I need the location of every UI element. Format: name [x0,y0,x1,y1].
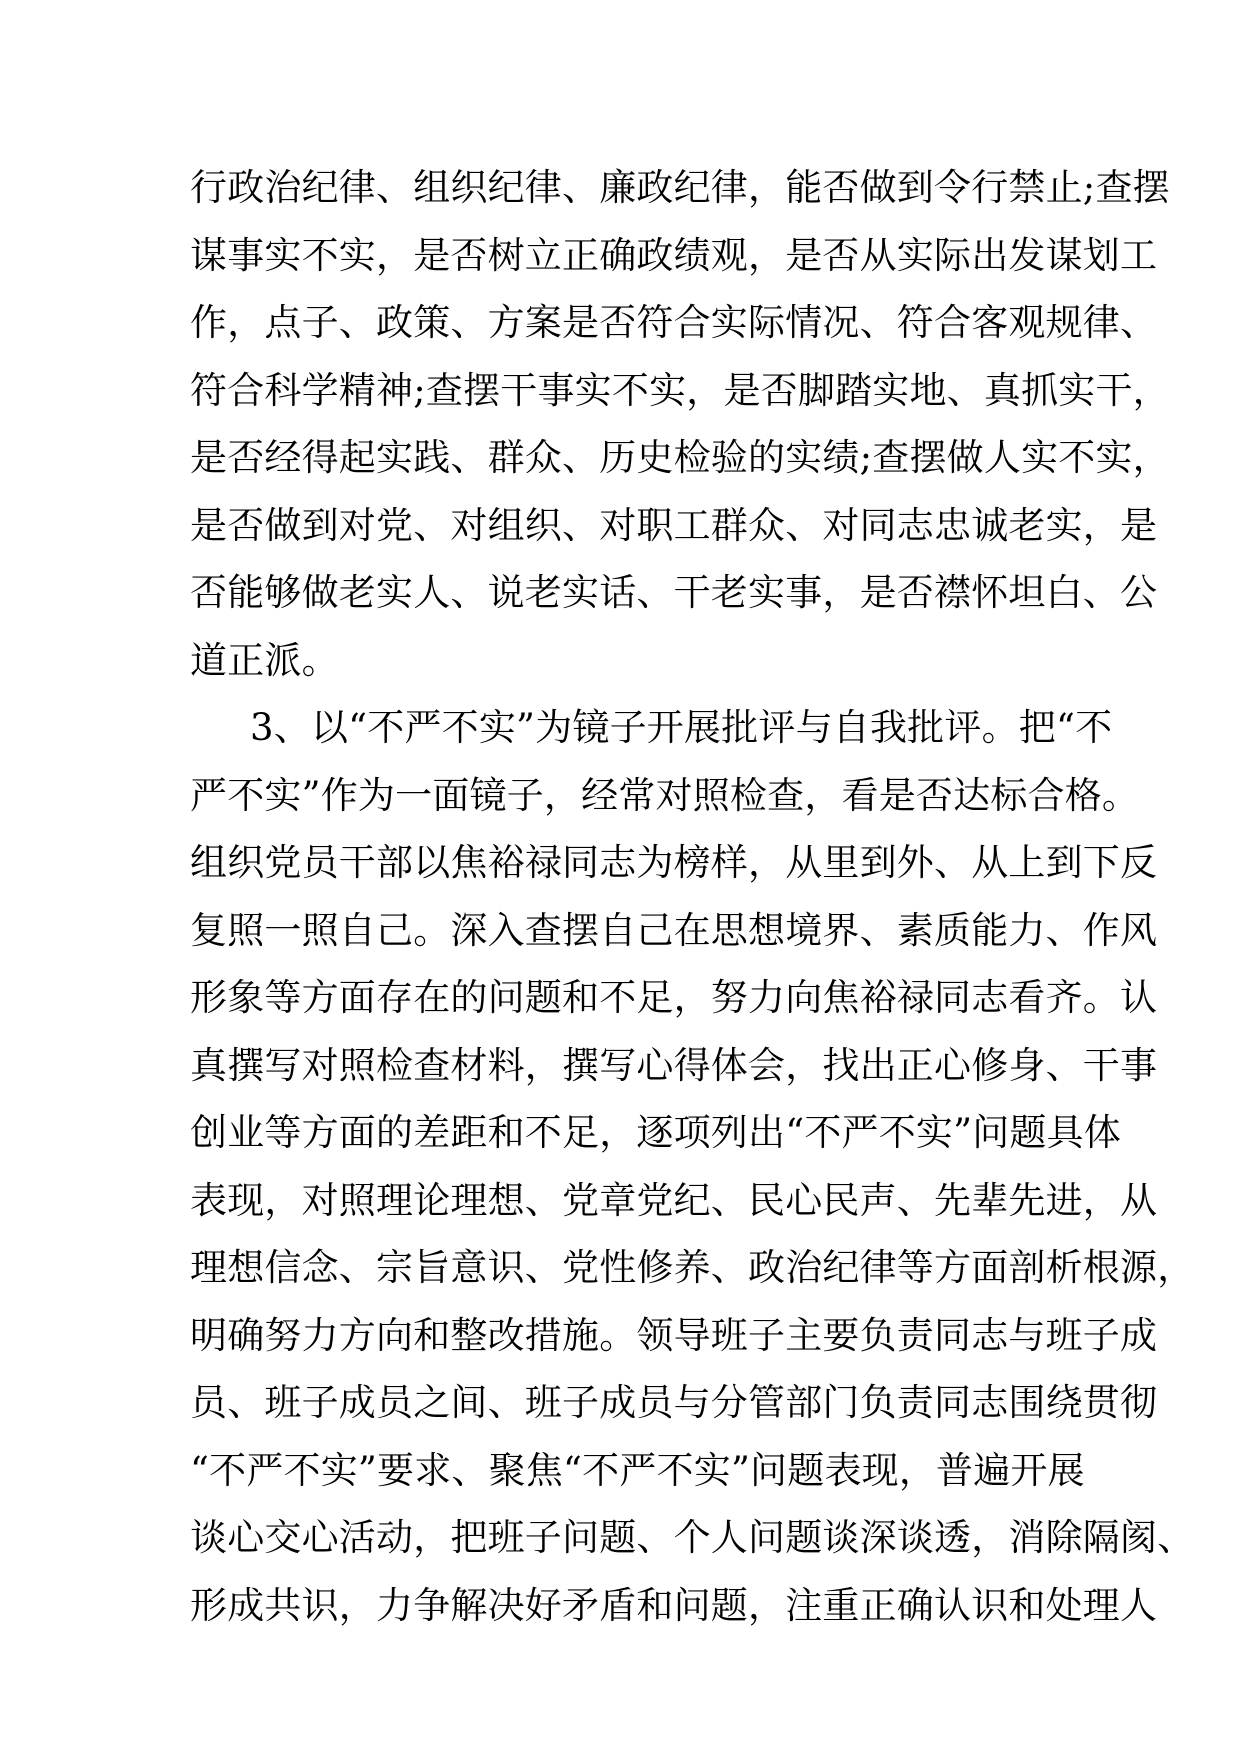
text-line: 否能够做老实人、说老实话、干老实事，是否襟怀坦白、公 [190,571,1158,614]
text-line: 员、班子成员之间、班子成员与分管部门负责同志围绕贯彻 [190,1381,1158,1424]
text-line: 是否做到对党、对组织、对职工群众、对同志忠诚老实，是 [190,503,1158,547]
text-line: 谈心交心活动，把班子问题、个人问题谈深谈透，消除隔阂、 [190,1516,1195,1559]
text-line: 明确努力方向和整改措施。领导班子主要负责同志与班子成 [190,1313,1158,1357]
text-line: 组织党员干部以焦裕禄同志为榜样，从里到外、从上到下反 [190,841,1158,884]
text-line: 真撰写对照检查材料，撰写心得体会，找出正心修身、干事 [190,1043,1158,1087]
text-line: 表现，对照理论理想、党章党纪、民心民声、先辈先进，从 [190,1178,1158,1222]
paragraph-heading-line: 3、以“不严不实”为镜子开展批评与自我批评。把“不 [250,706,1113,749]
text-line: 形成共识，力争解决好矛盾和问题，注重正确认识和处理人 [190,1583,1158,1627]
text-line: 严不实”作为一面镜子，经常对照检查，看是否达标合格。 [190,773,1140,817]
text-line: 形象等方面存在的问题和不足，努力向焦裕禄同志看齐。认 [190,976,1158,1019]
text-line: 理想信念、宗旨意识、党性修养、政治纪律等方面剖析根源， [190,1246,1195,1289]
text-line: 符合科学精神;查摆干事实不实，是否脚踏实地、真抓实干， [190,368,1170,412]
text-line: 道正派。 [190,638,339,682]
text-line: 行政治纪律、组织纪律、廉政纪律，能否做到令行禁止;查摆 [190,166,1170,209]
text-line: 复照一照自己。深入查摆自己在思想境界、素质能力、作风 [190,908,1158,952]
text-line: 作，点子、政策、方案是否符合实际情况、符合客观规律、 [190,301,1158,344]
text-line: “不严不实”要求、聚焦“不严不实”问题表现，普遍开展 [190,1448,1085,1492]
text-line: 创业等方面的差距和不足，逐项列出“不严不实”问题具体 [190,1111,1122,1154]
document-body [190,154,1195,1639]
text-line: 谋事实不实，是否树立正确政绩观，是否从实际出发谋划工 [190,233,1158,277]
text-line: 是否经得起实践、群众、历史检验的实绩;查摆做人实不实， [190,436,1170,479]
